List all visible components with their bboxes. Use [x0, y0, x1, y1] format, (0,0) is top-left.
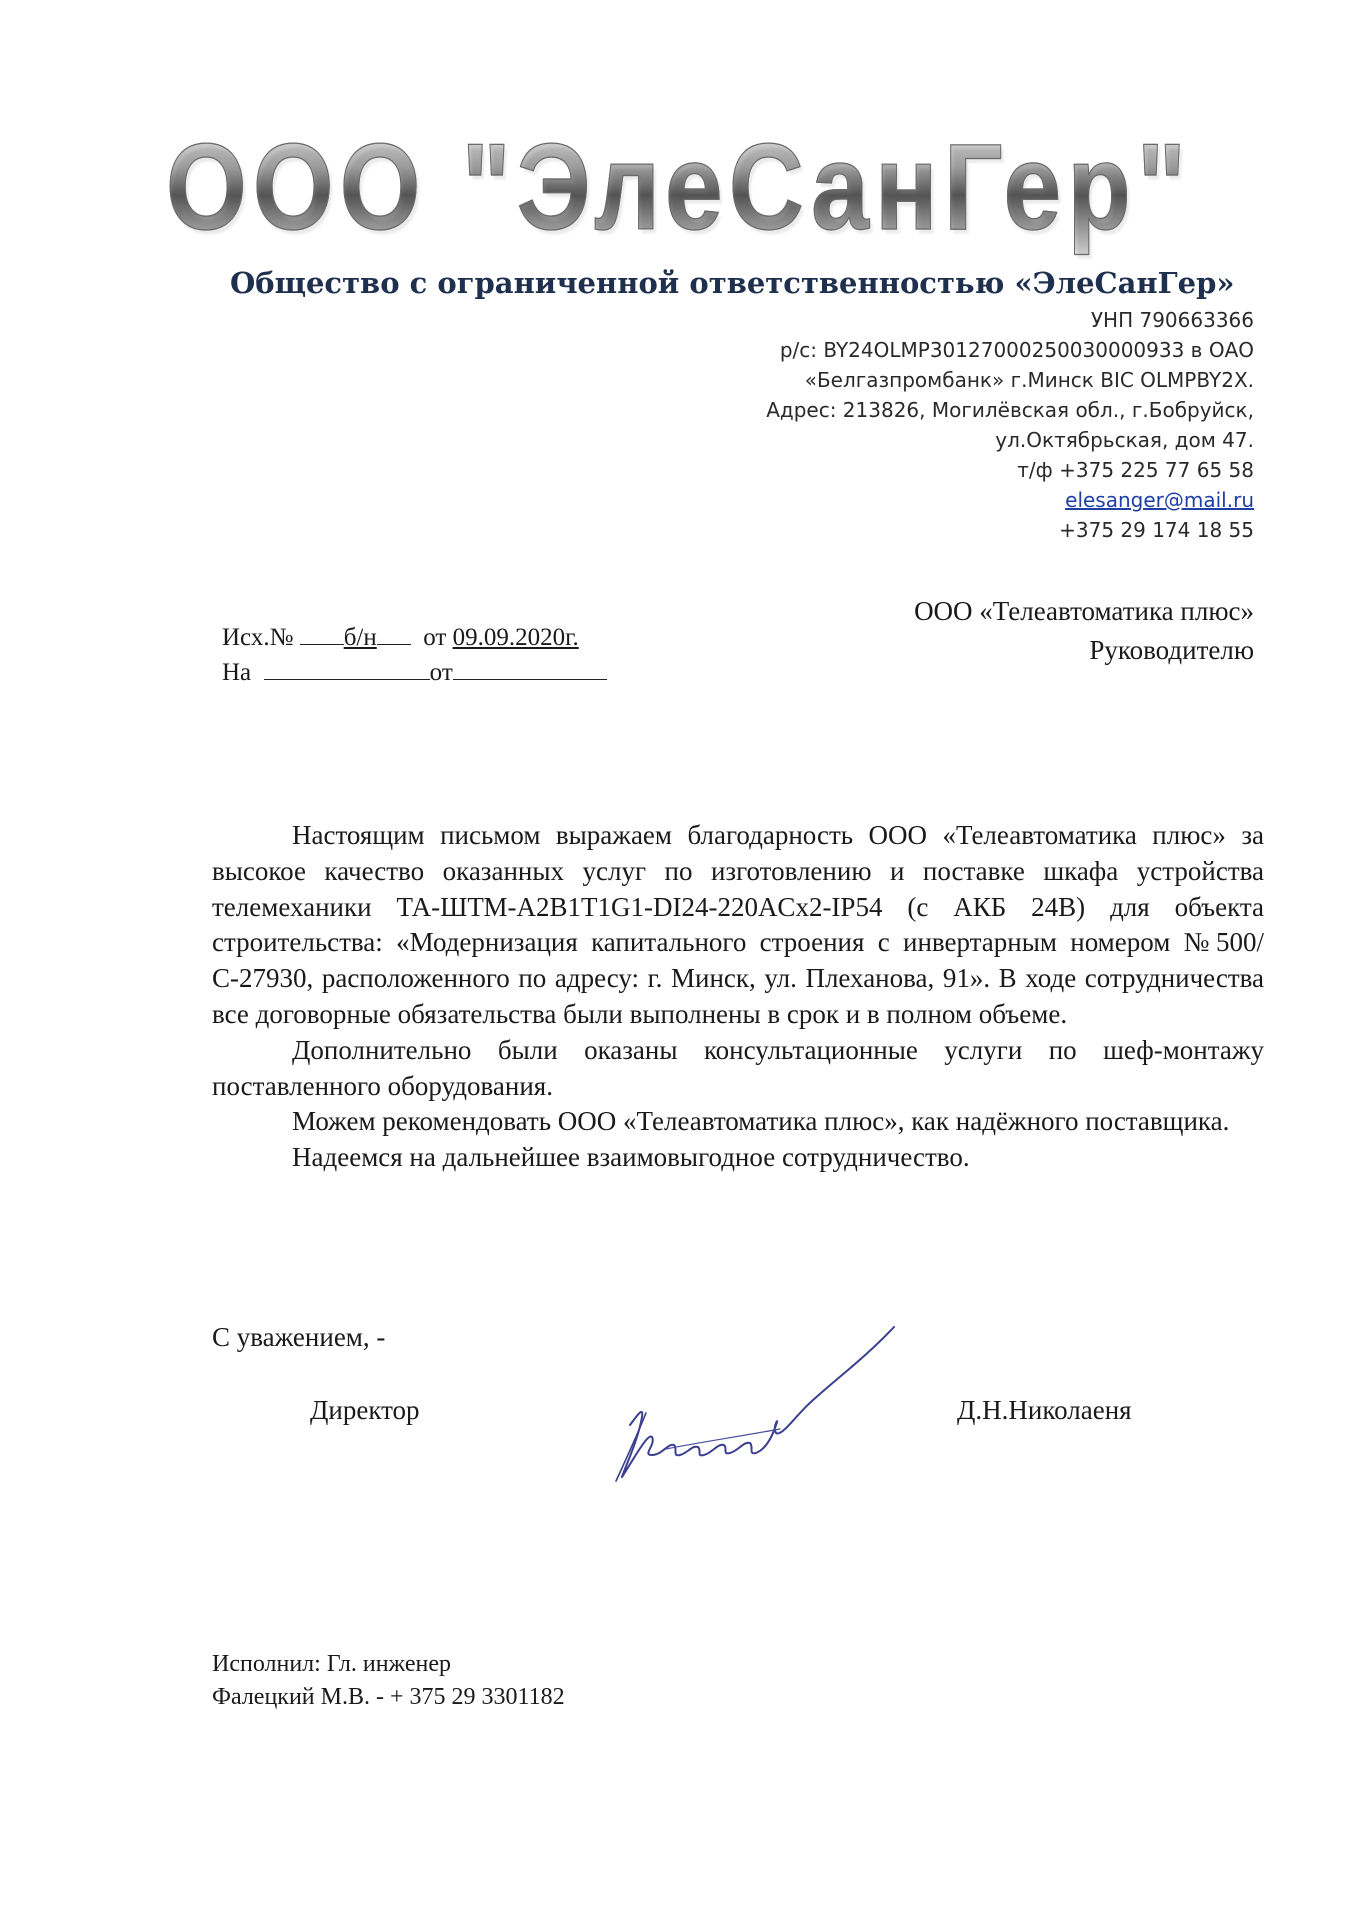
addressee-position: Руководителю: [1089, 635, 1254, 665]
executor-position: Исполнил: Гл. инженер: [212, 1651, 451, 1677]
body-paragraph: Дополнительно были оказаны консультационные услуги по шеф-монтажу поставленного оборудования.: [212, 1034, 1264, 1101]
out-number-label: Исх.№: [222, 624, 294, 651]
executor-contact: Фалецкий М.В. - + 375 29 3301182: [212, 1684, 565, 1710]
out-date: 09.09.2020г.: [452, 624, 579, 651]
addressee-company: ООО «Телеавтоматика плюс»: [914, 596, 1254, 626]
incoming-label: На: [222, 659, 252, 686]
requisite-line: р/с: BY24OLMP30127000250030000933 в ОАО: [779, 338, 1254, 362]
addressee-block: [914, 592, 1254, 670]
incoming-date-label: от: [429, 659, 453, 686]
email-link[interactable]: elesanger@mail.ru: [1065, 488, 1254, 512]
outgoing-reference: [222, 620, 607, 690]
requisite-line: УНП 790663366: [1090, 308, 1254, 332]
requisite-line: т/ф +375 225 77 65 58: [1017, 458, 1254, 482]
company-logo: ООО "ЭлеСанГер": [0, 118, 1358, 258]
executor-block: [212, 1648, 565, 1714]
handwritten-signature: [576, 1305, 916, 1505]
signatory-name: Д.Н.Николаеня: [957, 1395, 1132, 1425]
closing-regards: С уважением, -: [212, 1322, 386, 1352]
signatory-title: Директор: [310, 1395, 420, 1425]
requisite-line: Адрес: 213826, Могилёвская обл., г.Бобруйск,: [766, 398, 1254, 422]
out-number: б/н: [343, 624, 377, 651]
body-paragraph: Можем рекомендовать ООО «Телеавтоматика плюс», как надёжного поставщика.: [292, 1106, 1230, 1137]
body-paragraph: Надеемся на дальнейшее взаимовыгодное сотрудничество.: [292, 1142, 970, 1173]
letter-body: [212, 818, 1264, 1176]
body-paragraph: Настоящим письмом выражаем благодарность ООО «Телеавтоматика плюс» за высокое качество оказанных услуг по изготовлению и поставке шкафа устройства телемеханики ТА-ШТМ-А2В1Т1G1-DI24-220ACx2-IP54 (с АКБ 24В) для объекта строительства: «Модернизация капитального строения с инвертарным номером №500/С-27930, расположенного по адресу: г. Минск, ул. Плеханова, 91». В ходе сотрудничества все договорные обязательства были выполнены в срок и в полном объеме.: [212, 820, 1264, 1029]
company-full-name: Общество с ограниченной ответственностью «ЭлеСанГер»: [230, 266, 1235, 300]
requisite-line: ул.Октябрьская, дом 47.: [995, 428, 1254, 452]
mobile-phone: +375 29 174 18 55: [1059, 518, 1254, 542]
requisite-line: «Белгазпромбанк» г.Минск BIC OLMPBY2X.: [804, 368, 1254, 392]
company-requisites: [766, 305, 1254, 545]
out-date-label: от: [423, 624, 447, 651]
